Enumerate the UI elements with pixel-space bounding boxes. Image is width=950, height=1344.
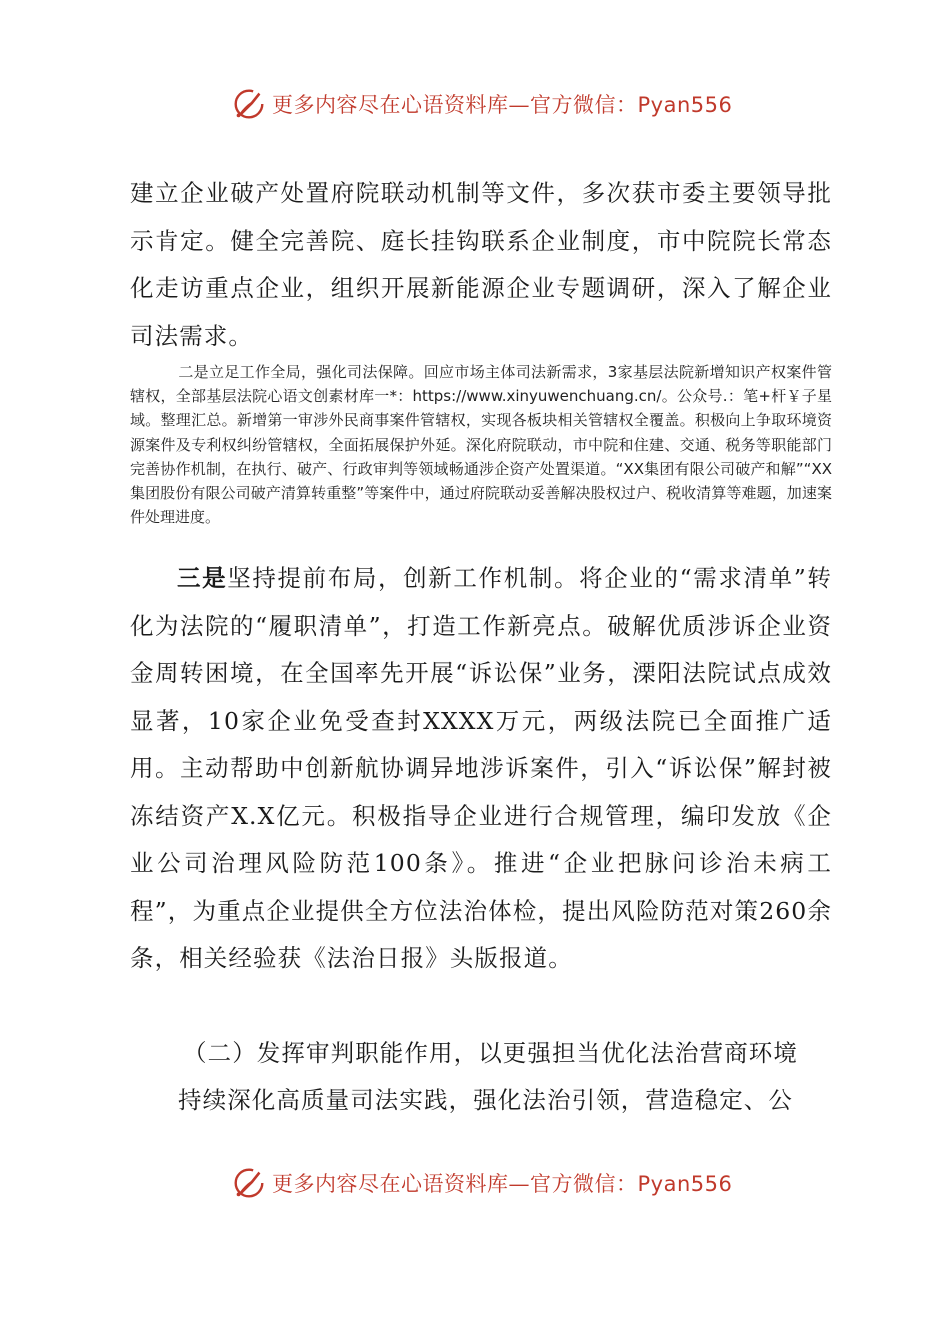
footer-banner bbox=[230, 1163, 732, 1203]
paragraph-3-lead: 三是 bbox=[177, 564, 228, 592]
paragraph-1: 建立企业破产处置府院联动机制等文件，多次获市委主要领导批示肯定。健全完善院、庭长挂钩联系企业制度，市中院院长常态化走访重点企业，组织开展新能源企业专题调研，深入了解企业司法需求。 bbox=[130, 179, 832, 350]
paragraph-5: 持续深化高质量司法实践，强化法治引领，营造稳定、公 bbox=[178, 1086, 793, 1114]
section-heading-2: （二）发挥审判职能作用，以更强担当优化法治营商环境 bbox=[183, 1039, 798, 1067]
paragraph-2: 二是立足工作全局，强化司法保障。回应市场主体司法新需求，3家基层法院新增知识产权案件管辖权，全部基层法院心语文创素材库一*：https://www.xinyuwenchuang.cn/。公众号.：笔+杆￥子星域。整理汇总。新增第一审涉外民商事案件管辖权，实现各板块相关管辖权全覆盖。积极向上争取环境资源案件及专利权纠纷管辖权，全面拓展保护外延。深化府院联动，市中院和住建、交通、税务等职能部门完善协作机制，在执行、破产、行政审判等领域畅通涉企资产处置渠道。“XX集团有限公司破产和解”“XX集团股份有限公司破产清算转重整”等案件中，通过府院联动妥善解决股权过户、税收清算等难题，加速案件处理进度。 bbox=[130, 363, 832, 527]
header-banner bbox=[230, 84, 732, 124]
brush-logo-icon bbox=[230, 1164, 268, 1202]
paragraph-3: 三是坚持提前布局，创新工作机制。将企业的“需求清单”转化为法院的“履职清单”，打造工作新亮点。破解优质涉诉企业资金周转困境，在全国率先开展“诉讼保”业务，溧阳法院试点成效显著，10家企业免受查封XXXX万元，两级法院已全面推广适用。主动帮助中创新航协调异地涉诉案件，引入“诉讼保”解封被冻结资产X.X亿元。积极指导企业进行合规管理，编印发放《企业公司治理风险防范100条》。推进“企业把脉问诊治未病工程”，为重点企业提供全方位法治体检，提出风险防范对策260余条，相关经验获《法治日报》头版报道。 bbox=[130, 564, 832, 972]
footer-banner-text: 更多内容尽在心语资料库—官方微信：Pyan556 bbox=[272, 1172, 733, 1196]
header-banner-text: 更多内容尽在心语资料库—官方微信：Pyan556 bbox=[272, 93, 733, 117]
brush-logo-icon bbox=[230, 85, 268, 123]
